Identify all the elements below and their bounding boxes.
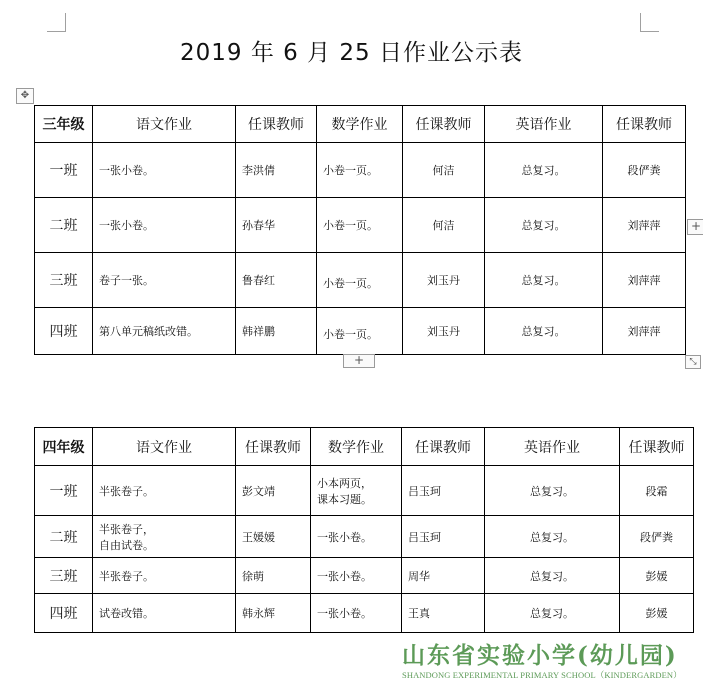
chinese-homework-cell[interactable] [93,516,236,558]
table-row [35,308,686,355]
teacher-cell[interactable]: 彭媛 [620,558,694,594]
math-homework-line: 课本习题。 [317,492,372,506]
teacher-cell[interactable]: 刘玉丹 [403,308,485,355]
math-homework-cell[interactable]: 小卷一页。 [317,143,403,198]
math-homework-text: 小卷一页。 [323,328,378,341]
chinese-homework-cell[interactable] [93,594,236,633]
chinese-homework-line: 半张卷子， [99,522,154,536]
table-row [35,466,694,516]
table-move-handle-icon[interactable]: ✥ [16,88,34,104]
teacher-cell[interactable]: 吕玉珂 [402,466,485,516]
teacher-cell[interactable]: 王媛媛 [236,516,311,558]
math-homework-line: 一张小卷。 [317,530,372,544]
column-header-teacher: 任课教师 [236,428,311,466]
column-header-math: 数学作业 [311,428,402,466]
teacher-cell[interactable]: 李洪倩 [236,143,317,198]
chinese-homework-cell[interactable]: 一张小卷。 [93,143,236,198]
teacher-cell[interactable]: 周华 [402,558,485,594]
chinese-homework-cell[interactable] [93,558,236,594]
teacher-cell[interactable]: 孙春华 [236,198,317,253]
table-row [35,558,694,594]
table-header-row [35,106,686,143]
column-header-teacher: 任课教师 [403,106,485,143]
table-header-row [35,428,694,466]
english-homework-cell[interactable]: 总复习。 [485,594,620,633]
column-header-teacher: 任课教师 [603,106,686,143]
column-header-chinese: 语文作业 [93,428,236,466]
school-name-english: SHANDONG EXPERIMENTAL PRIMARY SCHOOL（KINDERGARDEN） [402,670,682,680]
teacher-cell[interactable]: 何洁 [403,143,485,198]
english-homework-cell[interactable]: 总复习。 [485,466,620,516]
teacher-cell[interactable]: 韩祥鹏 [236,308,317,355]
teacher-cell[interactable]: 韩永辉 [236,594,311,633]
column-header-english: 英语作业 [485,106,603,143]
column-header-teacher: 任课教师 [236,106,317,143]
english-homework-cell[interactable]: 总复习。 [485,308,603,355]
math-homework-line: 一张小卷。 [317,569,372,583]
page-corner-mark-top-left [47,13,66,32]
table-row [35,253,686,308]
teacher-cell[interactable]: 何洁 [403,198,485,253]
teacher-cell[interactable]: 王真 [402,594,485,633]
class-cell[interactable]: 四班 [35,594,93,633]
column-header-math: 数学作业 [317,106,403,143]
column-header-teacher: 任课教师 [402,428,485,466]
school-name-chinese: 山东省实验小学(幼儿园) [402,642,678,669]
teacher-cell[interactable]: 段俨粪 [603,143,686,198]
chinese-homework-cell[interactable]: 第八单元稿纸改错。 [93,308,236,355]
add-row-button[interactable]: + [343,354,375,368]
column-header-teacher: 任课教师 [620,428,694,466]
column-header-english: 英语作业 [485,428,620,466]
chinese-homework-cell[interactable]: 卷子一张。 [93,253,236,308]
teacher-cell[interactable]: 吕玉珂 [402,516,485,558]
grade-header: 四年级 [35,428,93,466]
english-homework-cell[interactable]: 总复习。 [485,198,603,253]
math-homework-cell[interactable] [317,308,403,355]
english-homework-cell[interactable]: 总复习。 [485,558,620,594]
english-homework-cell[interactable]: 总复习。 [485,516,620,558]
teacher-cell[interactable]: 段俨粪 [620,516,694,558]
math-homework-cell[interactable] [317,253,403,308]
class-cell[interactable]: 四班 [35,308,93,355]
school-logo-watermark [402,637,697,681]
teacher-cell[interactable]: 彭文靖 [236,466,311,516]
teacher-cell[interactable]: 刘萍萍 [603,308,686,355]
class-cell[interactable]: 二班 [35,198,93,253]
math-homework-cell[interactable] [311,466,402,516]
math-homework-cell[interactable] [311,558,402,594]
class-cell[interactable]: 三班 [35,558,93,594]
teacher-cell[interactable]: 刘萍萍 [603,253,686,308]
chinese-homework-cell[interactable]: 一张小卷。 [93,198,236,253]
class-cell[interactable]: 一班 [35,466,93,516]
table-row [35,516,694,558]
chinese-homework-cell[interactable] [93,466,236,516]
math-homework-cell[interactable]: 小卷一页。 [317,198,403,253]
math-homework-cell[interactable] [311,594,402,633]
teacher-cell[interactable]: 刘萍萍 [603,198,686,253]
add-column-button[interactable]: + [687,219,703,235]
page-title: 2019 年 6 月 25 日作业公示表 [180,40,523,66]
teacher-cell[interactable]: 刘玉丹 [403,253,485,308]
table-row [35,198,686,253]
chinese-homework-line: 半张卷子。 [99,484,154,498]
math-homework-cell[interactable] [311,516,402,558]
teacher-cell[interactable]: 鲁春红 [236,253,317,308]
math-homework-text: 小卷一页。 [323,277,378,290]
english-homework-cell[interactable]: 总复习。 [485,143,603,198]
chinese-homework-line: 试卷改错。 [99,607,154,620]
teacher-cell[interactable]: 段霜 [620,466,694,516]
grade-header: 三年级 [35,106,93,143]
english-homework-cell[interactable]: 总复习。 [485,253,603,308]
page-corner-mark-top-right [640,13,659,32]
table-resize-handle-icon[interactable]: ⤡ [685,355,701,369]
column-header-chinese: 语文作业 [93,106,236,143]
chinese-homework-line: 自由试卷。 [99,538,154,552]
table-row [35,143,686,198]
class-cell[interactable]: 一班 [35,143,93,198]
homework-table-grade-3 [34,105,686,355]
teacher-cell[interactable]: 彭媛 [620,594,694,633]
table-row [35,594,694,633]
teacher-cell[interactable]: 徐萌 [236,558,311,594]
math-homework-line: 一张小卷。 [317,607,372,620]
math-homework-line: 小本两页， [317,476,372,490]
class-cell[interactable]: 二班 [35,516,93,558]
chinese-homework-line: 半张卷子。 [99,569,154,583]
class-cell[interactable]: 三班 [35,253,93,308]
homework-table-grade-4 [34,427,694,633]
